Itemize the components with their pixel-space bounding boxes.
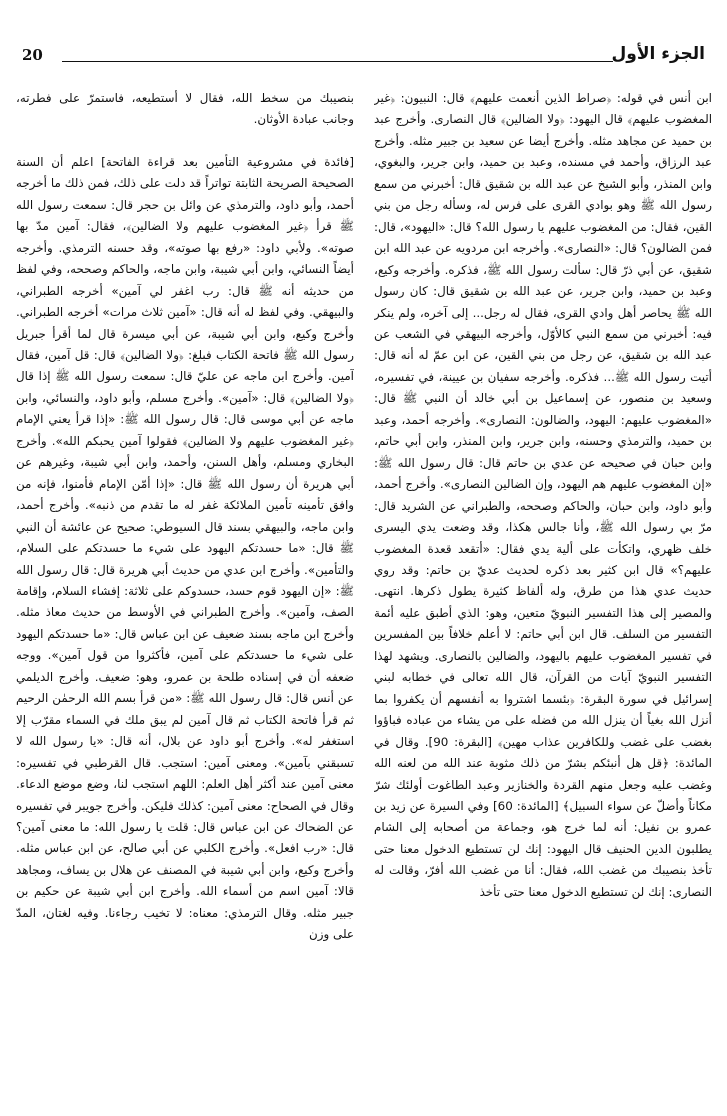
page-header <box>22 44 705 70</box>
right-column-text: ابن أنس في قوله: ﴿صراط الذين أنعمت عليهم﴾ قال: النبيون: ﴿غير المغضوب عليهم﴾ قال اليهود: ﴿ولا الضالين﴾ قال النصارى. وأخرج عبد بن حميد عن مجاهد مثله. وأخرج أيضا عن سعيد بن جبير مثله. وأخرج عبد الرزاق، وأحمد في مسنده، وعبد بن حميد، وابن جرير، والبغوي، وابن المنذر، وأبو الشيخ عن عبد الله بن شقيق قال: أخبرني من سمع رسول الله ﷺ وهو بوادي القرى على فرس له، وسأله رجل من بني القين، فقال: من المغضوب عليهم يا رسول الله؟ قال: «اليهود»، قال: فمن الضالون؟ قال: «النصارى». وأخرجه ابن مردويه عن عبد الله ابن شقيق، عن أبي ذرّ قال: سألت رسول الله ﷺ، فذكره. وأخرجه وكيع، وعبد بن حميد، وابن جرير، عن عبد الله بن شقيق قال: كان رسول الله ﷺ يحاصر أهل وادي القرى، فقال له رجل... إلى آخره، ولم ينكر فيه: أخبرني من سمع النبي كالأوّل، وأخرجه البيهقي في الشعب عن عبد الله بن شقيق، عن رجل من بني القين، عن ابن عمّ له أنه قال: أتيت رسول الله ﷺ... فذكره. وأخرجه سفيان بن عيينة، في تفسيره، وسعيد بن منصور، عن إسماعيل بن أبي خالد أن النبي ﷺ قال: «المغضوب عليهم: اليهود، والضالون: النصارى». وأخرجه أحمد، وعبد بن حميد، والترمذي وحسنه، وابن جرير، وابن المنذر، وابن أبي حاتم، وابن حبان في صحيحه عن عدي بن حاتم قال: قال رسول الله ﷺ: «إن المغضوب عليهم هم اليهود، وإن الضالين النصارى». وأخرج أحمد، وأبو داود، وابن حبان، والحاكم وصححه، والطبراني عن الشريد قال: مرّ بي رسول الله ﷺ، وأنا جالس هكذا، وقد وضعت يدي اليسرى خلف ظهري، واتكأت على ألية يدي فقال: «أتقعد قعدة المغضوب عليهم؟» قال ابن كثير بعد ذكره لحديث عديّ بن حاتم: وقد روي حديث عدي هذا من طرق، وله ألفاظ كثيرة يطول ذكرها. انتهى. والمصير إلى هذا التفسير النبويّ متعين، وهو: الذي أطبق عليه أئمة التفسير من السلف. قال ابن أبي حاتم: لا أعلم خلافاً بين المفسرين في تفسير المغضوب عليهم باليهود، والضالين بالنصارى. ويشهد لهذا التفسير النبويّ آيات من القرآن، قال الله تعالى في خطابه لبني إسرائيل في سورة البقرة: ﴿بئسما اشتروا به أنفسهم أن يكفروا بما أنزل الله بغياً أن ينزل الله من فضله على من يشاء من عباده فباؤوا بغضب على غضب وللكافرين عذاب مهين﴾ [البقرة: 90]. وقال في المائدة: ﴿قل هل أنبئكم بشرّ من ذلك مثوبة عند الله من لعنه الله وغضب عليه وجعل منهم القردة والخنازير وعبد الطاغوت أولئك شرّ مكاناً وأضلّ عن سواء السبيل﴾ [المائدة: 60] وفي السيرة عن زيد بن عمرو بن نفيل: أنه لما خرج هو، وجماعة من أصحابه إلى الشام يطلبون الدين الحنيف قال اليهود: إنك لن تستطيع الدخول معنا حتى تأخذ بنصيبك من غضب الله، فقال: أنا من غضب الله أفرّ، وقالت له النصارى: إنك لن تستطيع الدخول معنا حتى تأخذ <box>374 91 712 899</box>
left-column <box>16 88 354 1098</box>
page-number: 20 <box>22 46 43 64</box>
header-rule <box>62 61 613 62</box>
left-column-intro: بنصيبك من سخط الله، فقال لا أستطيعه، فاستمرّ على فطرته، وجانب عبادة الأوثان. <box>16 91 354 127</box>
left-column-main: [فائدة في مشروعية التأمين بعد قراءة الفاتحة] اعلم أن السنة الصحيحة الصريحة الثابتة تواتراً قد دلت على ذلك، فمن ذلك ما أخرجه أحمد، وأبو داود، والترمذي عن وائل بن حجر قال: سمعت رسول الله ﷺ قرأ ﴿غير المغضوب عليهم ولا الضالين﴾، فقال: آمين مدّ بها صوته». ولأبي داود: «رفع بها صوته»، وقد حسنه الترمذي. وأخرجه أيضاً النسائي، وابن أبي شيبة، وابن ماجه، والحاكم وصححه، وفي لفظ من حديثه أنه ﷺ قال: رب اغفر لي آمين» أخرجه الطبراني، والبيهقي. وفي لفظ له أنه قال: «آمين ثلاث مرات» أخرجه الطبراني. وأخرج وكيع، وابن أبي شيبة، عن أبي ميسرة قال لما أقرأ جبريل رسول الله ﷺ فاتحة الكتاب فبلغ: ﴿ولا الضالين﴾ قال: قل آمين، فقال آمين. وأخرج ابن ماجه عن عليّ قال: سمعت رسول الله ﷺ إذا قال ﴿ولا الضالين﴾ قال: «آمين». وأخرج مسلم، وأبو داود، والنسائي، وابن ماجه عن أبي موسى قال: قال رسول الله ﷺ: «إذا قرأ يعني الإمام ﴿غير المغضوب عليهم ولا الضالين﴾ فقولوا آمين يحبكم الله». وأخرج البخاري ومسلم، وأهل السنن، وأحمد، وابن أبي شيبة، وغيرهم عن أبي هريرة أن رسول الله ﷺ قال: «إذا أمّن الإمام فأمنوا، فإنه من وافق تأمينه تأمين الملائكة غفر له ما تقدم من ذنبه». وأخرج أحمد، وابن ماجه، والبيهقي بسند قال السيوطي: صحيح عن عائشة أن النبي ﷺ قال: «ما حسدتكم اليهود على شيء ما حسدتكم على السلام، والتأمين». وأخرج ابن عدي من حديث أبي هريرة قال: قال رسول الله ﷺ: «إن اليهود قوم حسد، حسدوكم على ثلاثة: إفشاء السلام، وإقامة الصف، وآمين». وأخرج الطبراني في الأوسط من حديث معاذ مثله. وأخرج ابن ماجه بسند ضعيف عن ابن عباس قال: «ما حسدتكم اليهود على شيء ما حسدتكم على آمين، فأكثروا من قول آمين». ووجه ضعفه أن في إسناده طلحة بن عمرو، وهو: ضعيف. وأخرج الديلمي عن أنس قال: قال رسول الله ﷺ: «من قرأ بسم الله الرحمٰن الرحيم ثم قرأ فاتحة الكتاب ثم قال آمين لم يبق ملك في السماء مقرّب إلا استغفر له». وأخرج أبو داود عن بلال، أنه قال: «يا رسول الله لا تسبقني بآمين». ومعنى آمين: استجب. قال القرطبي في تفسيره: معنى آمين عند أكثر أهل العلم: اللهم استجب لنا، وضع موضع الدعاء. وقال في الصحاح: معنى آمين: كذلك فليكن. وأخرج جويبر في تفسيره عن الضحاك عن ابن عباس قال: قلت يا رسول الله: ما معنى آمين؟ قال: «رب افعل». وأخرج الكلبي عن أبي صالح، عن ابن عباس مثله. وأخرج وكيع، وابن أبي شيبة في المصنف عن هلال بن يساف، ومجاهد قالا: آمين اسم من أسماء الله. وأخرج ابن أبي شيبة عن حكيم بن جبير مثله. وقال الترمذي: معناه: لا تخيب رجاءنا. وفيه لغتان، المدّ على وزن <box>16 154 354 942</box>
running-title: الجزء الأول <box>611 44 705 64</box>
right-column <box>374 88 712 1098</box>
text-columns <box>16 88 712 1098</box>
